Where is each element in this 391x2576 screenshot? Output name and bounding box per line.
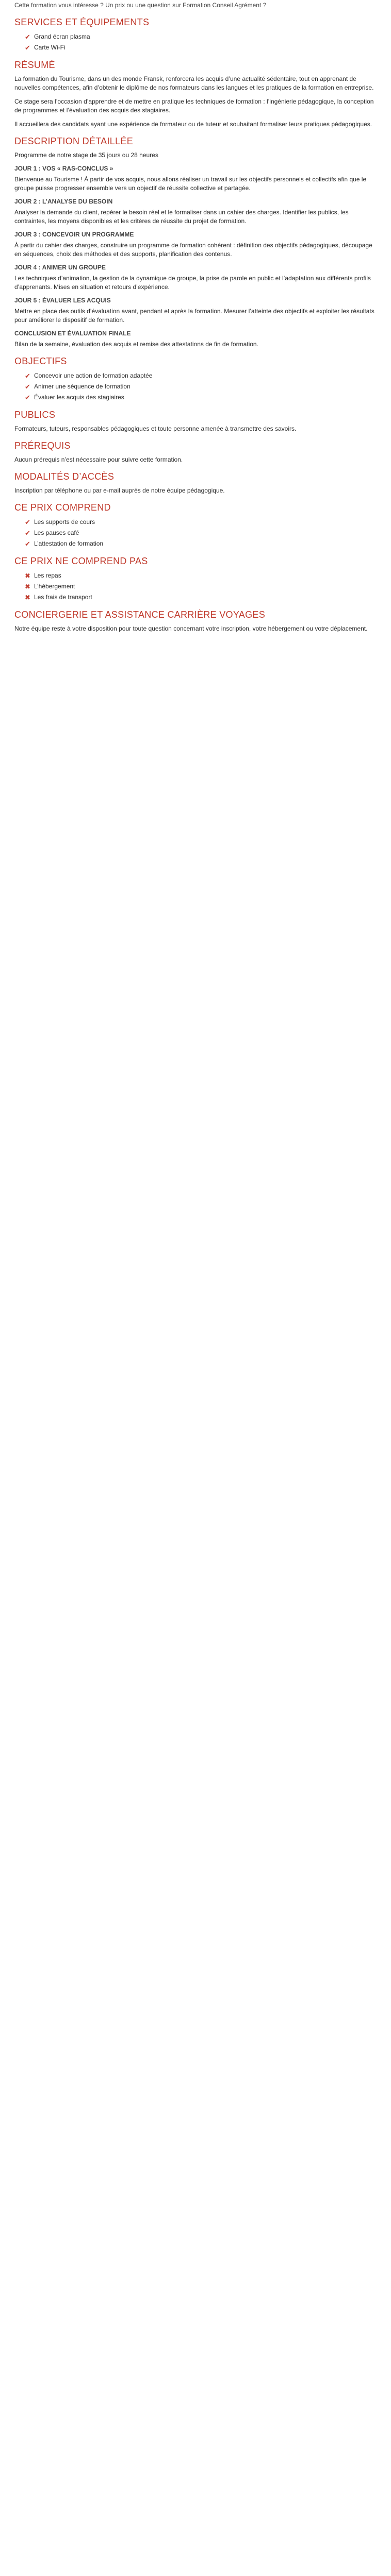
list-item: ✔ L’attestation de formation xyxy=(25,540,104,548)
list-item: ✖ Les frais de transport xyxy=(25,594,92,601)
modalites-section xyxy=(14,471,377,495)
not-included-section xyxy=(14,556,377,602)
block-title: JOUR 3 : CONCEVOIR UN PROGRAMME xyxy=(14,231,134,238)
check-icon: ✔ xyxy=(25,44,30,52)
publics-section xyxy=(14,410,377,433)
list-item: ✖ Les repas xyxy=(25,572,61,580)
objectifs-title: OBJECTIFS xyxy=(14,356,67,366)
list-item: ✔ Grand écran plasma xyxy=(25,33,90,41)
prerequis-text: Aucun prérequis n’est nécessaire pour suivre cette formation. xyxy=(14,456,183,463)
check-icon: ✔ xyxy=(25,383,30,391)
list-item: ✔ Les supports de cours xyxy=(25,518,95,526)
prerequis-section xyxy=(14,440,377,464)
contact-text: Notre équipe reste à votre disposition pour toute question concernant votre inscription, votre hébergement ou votre déplacement. xyxy=(14,625,368,632)
list-item: ✔ Les pauses café xyxy=(25,529,79,537)
objectifs-section xyxy=(14,356,377,402)
resume-paragraph: Il accueillera des candidats ayant une expérience de formateur ou de tuteur et souhaitant formaliser leurs pratiques pédagogiques. xyxy=(14,121,372,128)
publics-title: PUBLICS xyxy=(14,410,56,420)
check-icon: ✔ xyxy=(25,540,30,548)
list-item: ✔ Concevoir une action de formation adaptée xyxy=(25,372,153,380)
block-text: À partir du cahier des charges, construire un programme de formation cohérent : définition des objectifs pédagogiques, découpage en séquences, choix des méthodes et des supports, planification des contenus. xyxy=(14,242,372,258)
block-text: Mettre en place des outils d’évaluation avant, pendant et après la formation. Mesurer l’atteinte des objectifs et exploiter les résultats pour améliorer le dispositif de formation. xyxy=(14,308,374,324)
not-included-list xyxy=(14,571,377,602)
list-item: ✔ Évaluer les acquis des stagiaires xyxy=(25,394,124,401)
publics-text: Formateurs, tuteurs, responsables pédagogiques et toute personne amenée à transmettre des savoirs. xyxy=(14,425,297,432)
list-item: ✔ Carte Wi-Fi xyxy=(25,44,66,52)
check-icon: ✔ xyxy=(25,518,30,526)
contact-title: CONCIERGERIE ET ASSISTANCE CARRIÈRE VOYAGES xyxy=(14,609,266,620)
prerequis-title: PRÉREQUIS xyxy=(14,440,71,451)
check-icon: ✔ xyxy=(25,394,30,401)
list-item: ✖ L’hébergement xyxy=(25,583,75,590)
modalites-title: MODALITÉS D’ACCÈS xyxy=(14,471,115,482)
intro-text: Cette formation vous intéresse ? Un prix ou une question sur Formation Conseil Agrément ? xyxy=(14,2,267,9)
block-text: Les techniques d’animation, la gestion de la dynamique de groupe, la prise de parole en public et l’adaptation aux différents profils d’apprenants. Mises en situation et retours d’expérience. xyxy=(14,275,371,291)
block-text: Bilan de la semaine, évaluation des acquis et remise des attestations de fin de formation. xyxy=(14,341,258,348)
resume-section xyxy=(14,60,377,129)
check-icon: ✔ xyxy=(25,33,30,41)
page xyxy=(0,0,391,633)
contact-section xyxy=(14,609,377,633)
description-intro: Programme de notre stage de 35 jours ou 28 heures xyxy=(14,151,158,159)
cross-icon: ✖ xyxy=(25,594,30,601)
services-title: SERVICES ET ÉQUIPEMENTS xyxy=(14,17,150,27)
block-title: JOUR 1 : VOS « RAS-CONCLUS » xyxy=(14,165,113,172)
block-title: JOUR 4 : ANIMER UN GROUPE xyxy=(14,264,106,271)
objectifs-list xyxy=(14,371,377,402)
check-icon: ✔ xyxy=(25,372,30,380)
block-title: JOUR 2 : L’ANALYSE DU BESOIN xyxy=(14,198,113,205)
check-icon: ✔ xyxy=(25,529,30,537)
block-title: CONCLUSION ET ÉVALUATION FINALE xyxy=(14,330,131,337)
block-title: JOUR 5 : ÉVALUER LES ACQUIS xyxy=(14,297,111,304)
included-list xyxy=(14,517,377,549)
services-list xyxy=(14,32,377,53)
included-section xyxy=(14,502,377,549)
cross-icon: ✖ xyxy=(25,583,30,590)
description-title: DESCRIPTION DÉTAILLÉE xyxy=(14,136,134,146)
included-title: CE PRIX COMPREND xyxy=(14,502,111,513)
resume-title: RÉSUMÉ xyxy=(14,60,55,70)
cross-icon: ✖ xyxy=(25,572,30,580)
services-section xyxy=(14,17,377,53)
block-text: Bienvenue au Tourisme ! À partir de vos acquis, nous allons réaliser un travail sur les objectifs personnels et collectifs afin que le groupe puisse progresser ensemble vers un objectif de réussite collective et partagée. xyxy=(14,176,367,192)
list-item: ✔ Animer une séquence de formation xyxy=(25,383,131,391)
resume-paragraph: La formation du Tourisme, dans un des monde Fransk, renforcera les acquis d’une actualité sédentaire, tout en apprenant de nouvelles compétences, afin d’obtenir le diplôme de nos formateurs dans les langues et les pratiques de la formation en entreprise. xyxy=(14,75,374,91)
not-included-title: CE PRIX NE COMPREND PAS xyxy=(14,556,148,566)
modalites-text: Inscription par téléphone ou par e-mail auprès de notre équipe pédagogique. xyxy=(14,487,225,494)
resume-paragraph: Ce stage sera l’occasion d’apprendre et de mettre en pratique les techniques de formation : l’ingénierie pédagogique, la conception de programmes et l’évaluation des acquis des stagiaires. xyxy=(14,98,374,114)
block-text: Analyser la demande du client, repérer le besoin réel et le formaliser dans un cahier des charges. Identifier les publics, les contraintes, les moyens disponibles et les critères de réussite du projet de formation. xyxy=(14,209,349,225)
description-section xyxy=(14,136,377,349)
